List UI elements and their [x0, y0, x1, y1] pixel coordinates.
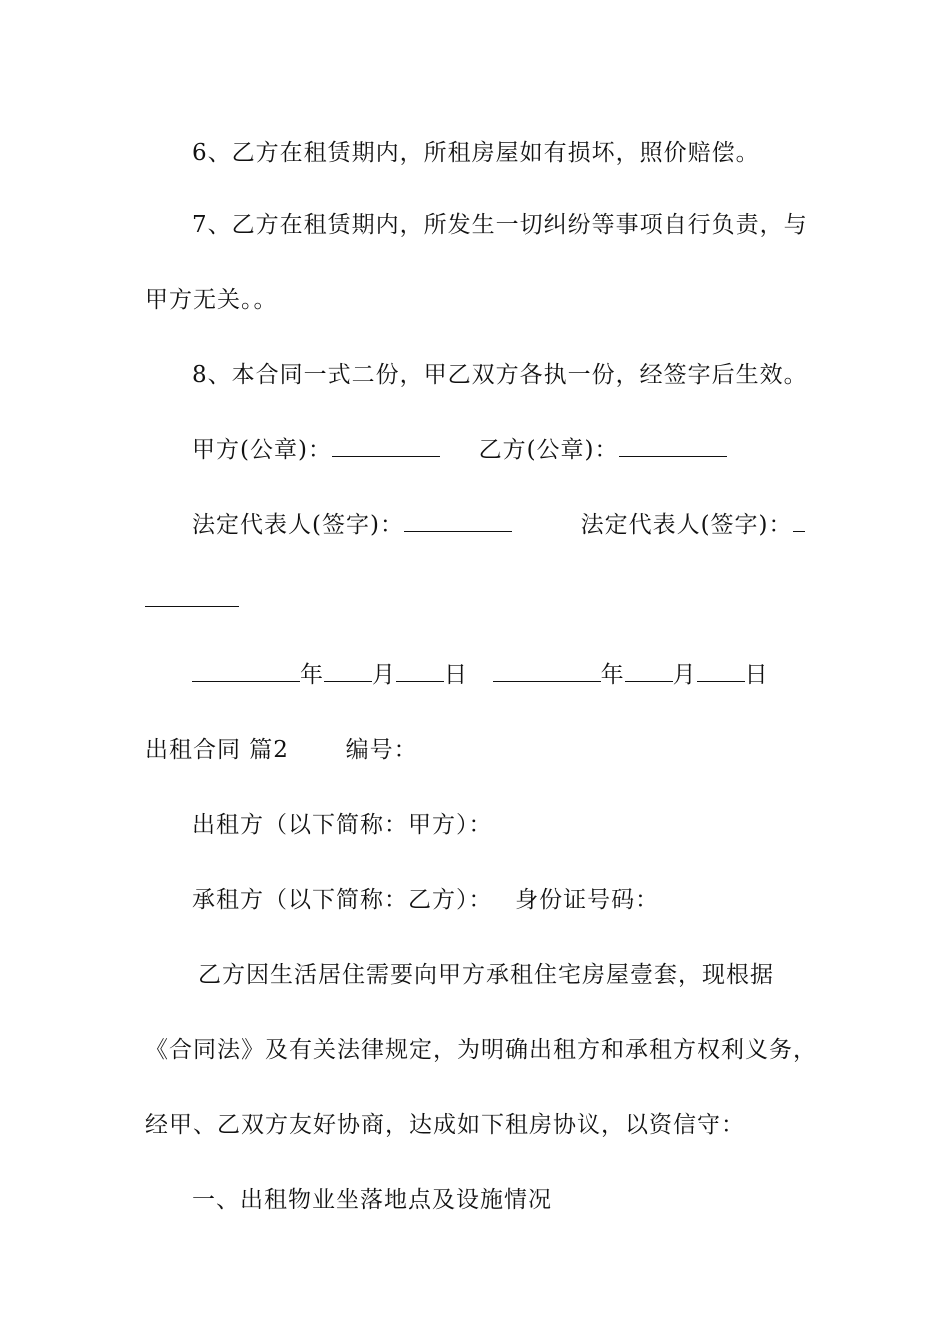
contract-heading-line: [145, 735, 418, 765]
party-a-month-blank: [324, 661, 372, 682]
year-label: 年: [300, 662, 324, 688]
preamble-line-1: 乙方因生活居住需要向甲方承租住宅房屋壹套，现根据: [198, 962, 774, 988]
contract-heading: 出租合同 篇2: [145, 737, 289, 763]
party-b-rep-label: 法定代表人(签字)：: [580, 512, 793, 538]
lessor-line: 出租方（以下简称：甲方）：: [192, 812, 493, 838]
clause-7-continued: 甲方无关。。: [145, 287, 278, 313]
party-b-seal-label: 乙方(公章)：: [478, 437, 619, 463]
id-number-label: 身份证号码：: [515, 887, 660, 913]
lessee-line: [192, 885, 659, 915]
contract-number-label: 编号：: [345, 737, 418, 763]
clause-6: 6、乙方在租赁期内，所租房屋如有损坏，照价赔偿。: [192, 140, 760, 166]
party-a-seal-blank: [332, 436, 440, 457]
preamble-line-3: 经甲、乙双方友好协商，达成如下租房协议，以资信守：: [145, 1112, 745, 1138]
section-1-heading: 一、出租物业坐落地点及设施情况: [192, 1187, 552, 1213]
party-b-year-blank: [493, 661, 601, 682]
seal-line: [192, 435, 727, 465]
preamble-line-2: 《合同法》及有关法律规定，为明确出租方和承租方权利义务，: [145, 1037, 817, 1063]
party-a-rep-blank: [404, 511, 512, 532]
month-label: 月: [372, 662, 396, 688]
representative-line: [192, 510, 805, 540]
date-line: [192, 660, 769, 690]
month-label: 月: [672, 662, 697, 688]
lessee-label: 承租方（以下简称：乙方）：: [192, 887, 493, 913]
party-b-day-blank: [697, 661, 745, 682]
representative-line-continued: [145, 585, 239, 615]
party-b-rep-blank-continued: [145, 586, 239, 607]
party-b-rep-blank: [793, 511, 805, 532]
clause-8: 8、本合同一式二份，甲乙双方各执一份，经签字后生效。: [192, 362, 808, 388]
party-a-rep-label: 法定代表人(签字)：: [192, 512, 404, 538]
party-b-month-blank: [625, 661, 673, 682]
party-a-seal-label: 甲方(公章)：: [192, 437, 332, 463]
party-a-year-blank: [192, 661, 300, 682]
party-b-seal-blank: [619, 436, 727, 457]
party-a-day-blank: [396, 661, 444, 682]
day-label: 日: [444, 662, 468, 688]
clause-7: 7、乙方在租赁期内，所发生一切纠纷等事项自行负责，与: [192, 212, 808, 238]
day-label: 日: [744, 662, 769, 688]
year-label: 年: [600, 662, 625, 688]
